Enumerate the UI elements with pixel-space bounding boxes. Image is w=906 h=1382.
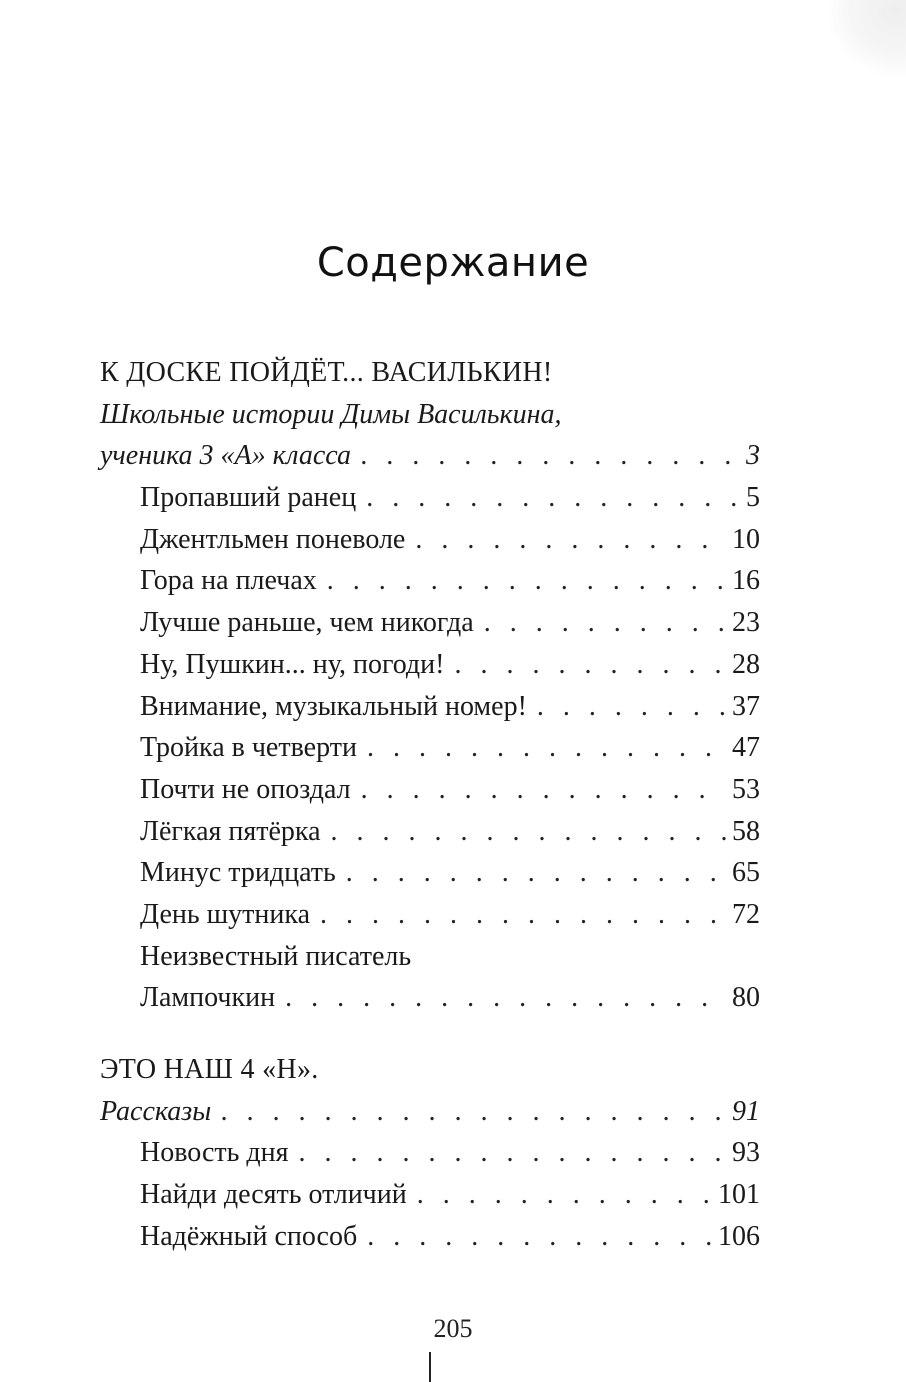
toc-entry bbox=[100, 644, 760, 686]
entry-title: Внимание, музыкальный номер! bbox=[140, 690, 527, 722]
page-number: 93 bbox=[732, 1137, 760, 1169]
dot-leader bbox=[454, 644, 726, 686]
page-number: 10 bbox=[732, 523, 760, 555]
toc-entry bbox=[100, 560, 760, 602]
page-edge-mark bbox=[429, 1352, 431, 1382]
page-number: 3 bbox=[746, 440, 760, 472]
entry-title: Найди десять отличий bbox=[140, 1179, 407, 1211]
page-number: 47 bbox=[732, 732, 760, 764]
toc-entry bbox=[100, 1132, 760, 1174]
entry-title: Лучше раньше, чем никогда bbox=[140, 607, 474, 639]
toc-entry bbox=[100, 1216, 760, 1258]
dot-leader bbox=[537, 686, 726, 728]
page-number: 58 bbox=[732, 815, 760, 847]
toc-entry-multiline-2 bbox=[100, 977, 760, 1019]
entry-title: Неизвестный писатель bbox=[140, 940, 412, 972]
page-number: 106 bbox=[718, 1220, 760, 1252]
section-1-heading: К ДОСКЕ ПОЙДЁТ... ВАСИЛЬКИН! bbox=[100, 357, 553, 388]
entry-title: Новость дня bbox=[140, 1137, 289, 1169]
entry-title: Лампочкин bbox=[140, 982, 276, 1014]
dot-leader bbox=[366, 477, 740, 519]
section-gap bbox=[100, 1019, 760, 1049]
page-number: 91 bbox=[732, 1095, 760, 1127]
entry-title: Гора на плечах bbox=[140, 565, 317, 597]
entry-title: День шутника bbox=[140, 898, 310, 930]
page-number: 65 bbox=[732, 857, 760, 889]
page-number: 37 bbox=[732, 690, 760, 722]
dot-leader bbox=[327, 560, 726, 602]
toc-entry bbox=[100, 811, 760, 853]
entry-title: Ну, Пушкин... ну, погоди! bbox=[140, 648, 445, 680]
entry-title: Лёгкая пятёрка bbox=[140, 815, 321, 847]
dot-leader bbox=[361, 435, 740, 477]
dot-leader bbox=[417, 1174, 712, 1216]
section-1-subtitle-line-2: ученика 3 «А» класса . . . 3 bbox=[100, 435, 760, 477]
dot-leader bbox=[361, 769, 726, 811]
entry-title: Тройка в четверти bbox=[140, 732, 357, 764]
entry-title: Джентльмен поневоле bbox=[140, 523, 406, 555]
page-number: 16 bbox=[732, 565, 760, 597]
section-2-subtitle: Рассказы . . . 91 bbox=[100, 1091, 760, 1133]
dot-leader bbox=[367, 727, 726, 769]
page-number: 5 bbox=[746, 482, 760, 514]
toc-entry bbox=[100, 477, 760, 519]
entry-title: Почти не опоздал bbox=[140, 773, 351, 805]
toc-entry bbox=[100, 852, 760, 894]
toc-entry bbox=[100, 727, 760, 769]
page-number: 101 bbox=[718, 1179, 760, 1211]
toc-entry-multiline-1 bbox=[100, 936, 760, 978]
table-of-contents bbox=[100, 352, 760, 1257]
dot-leader bbox=[221, 1091, 726, 1133]
dot-leader bbox=[484, 602, 726, 644]
page-number: 53 bbox=[732, 773, 760, 805]
toc-entry bbox=[100, 602, 760, 644]
dot-leader bbox=[299, 1132, 727, 1174]
dot-leader bbox=[320, 894, 726, 936]
page-number: 80 bbox=[732, 982, 760, 1014]
toc-entry bbox=[100, 769, 760, 811]
toc-entry bbox=[100, 894, 760, 936]
page-corner-shadow bbox=[826, 0, 906, 80]
dot-leader bbox=[331, 811, 726, 853]
entry-title: Минус тридцать bbox=[140, 857, 336, 889]
toc-entry bbox=[100, 519, 760, 561]
page-number: 23 bbox=[732, 607, 760, 639]
page-number-footer: 205 bbox=[433, 1314, 473, 1343]
entry-title: Пропавший ранец bbox=[140, 482, 357, 514]
dot-leader bbox=[415, 519, 726, 561]
page-number: 72 bbox=[732, 898, 760, 930]
section-2-heading: ЭТО НАШ 4 «Н». bbox=[100, 1054, 319, 1085]
toc-entry bbox=[100, 686, 760, 728]
page-number: 28 bbox=[732, 648, 760, 680]
dot-leader bbox=[285, 977, 726, 1019]
dot-leader bbox=[346, 852, 726, 894]
dot-leader bbox=[367, 1216, 712, 1258]
entry-title: Надёжный способ bbox=[140, 1220, 358, 1252]
page-title: Содержание bbox=[316, 240, 590, 286]
toc-entry bbox=[100, 1174, 760, 1216]
section-1-subtitle-line-1: Школьные истории Димы Василькина, bbox=[100, 398, 562, 430]
